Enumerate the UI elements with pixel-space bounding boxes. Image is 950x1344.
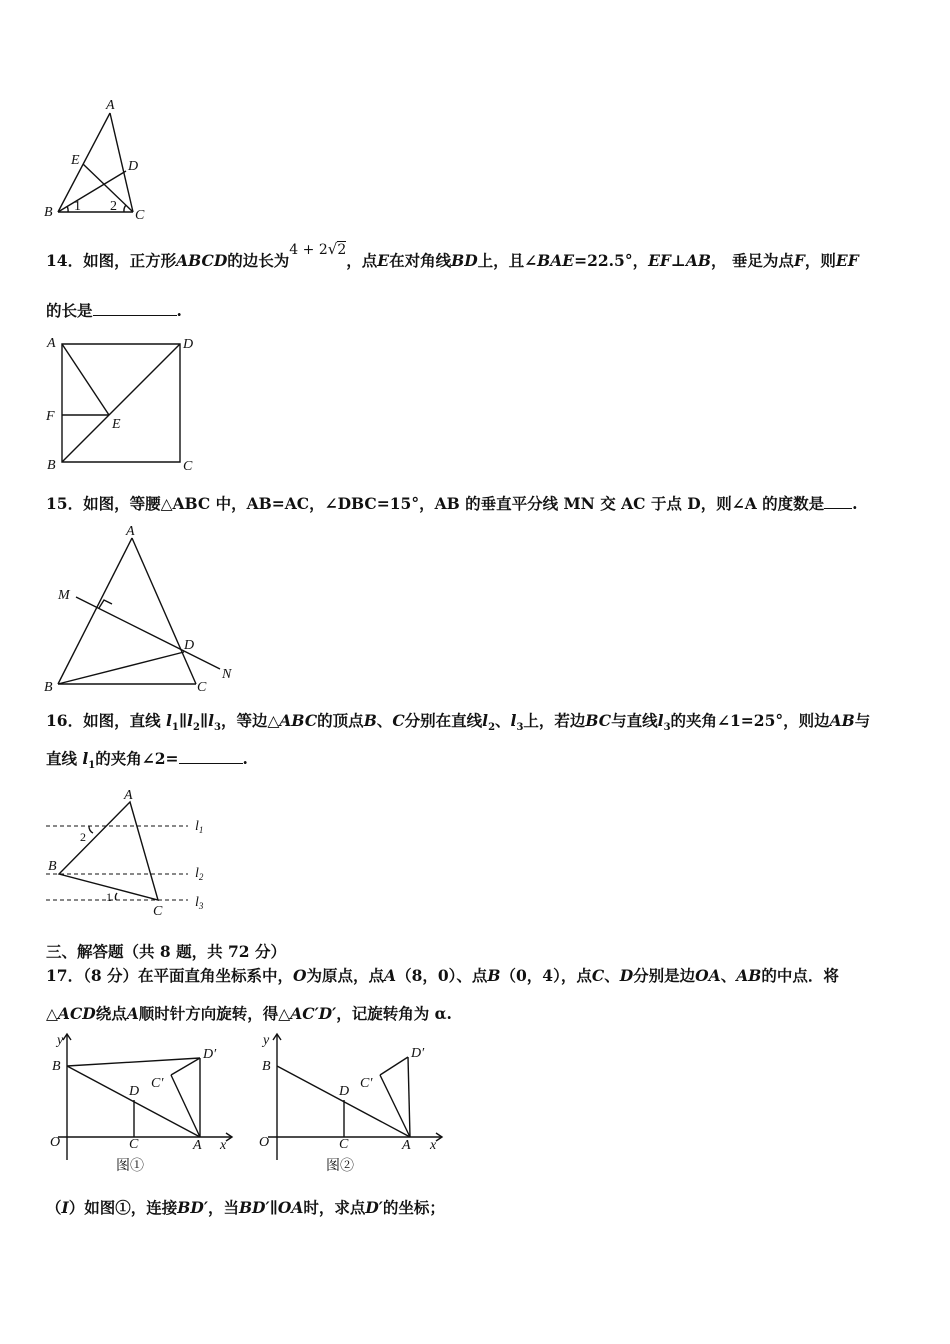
- figure-15-triangle: [40, 522, 250, 697]
- fig17b-label-d: D: [339, 1084, 350, 1099]
- fig14-label-f: F: [46, 409, 55, 424]
- fig17a-segment-bd-prime: [67, 1058, 200, 1066]
- fig16-label-l3: $l_3$: [195, 895, 204, 911]
- fig16-triangle-abc: [59, 802, 158, 900]
- fig16-label-angle-2: 2: [80, 830, 86, 844]
- fig13-label-angle-2: 2: [110, 199, 117, 214]
- fig17a-label-y: y: [57, 1033, 64, 1048]
- fig17b-label-c: C: [339, 1137, 349, 1152]
- figure-13-triangle: [40, 98, 160, 223]
- fig17a-label-d-prime: D′: [203, 1047, 217, 1062]
- fig17a-caption: 图①: [116, 1159, 144, 1174]
- fig15-bisector-mn: [76, 597, 220, 669]
- fig15-label-b: B: [44, 680, 53, 695]
- fig13-side-ab: [58, 113, 110, 212]
- question-14-line2: 的长是 .: [46, 301, 182, 320]
- fig15-side-ab: [58, 538, 132, 684]
- question-17-line1: 17．（8 分）在平面直角坐标系中，O为原点，点A（8，0）、点B（0，4），点C、D分别是边OA、AB的中点．将: [46, 966, 839, 985]
- fig17b-segment-ad-prime: [408, 1057, 410, 1137]
- fig17b-label-o: O: [259, 1135, 270, 1150]
- fig17a-segment-a-cprime: [171, 1075, 200, 1137]
- figure-17-2: [250, 1032, 450, 1177]
- fig17a-segment-cprime-dprime: [171, 1058, 200, 1075]
- fig16-angle-2-arc: [89, 826, 93, 833]
- fig13-label-angle-1: 1: [74, 199, 81, 214]
- fig13-label-e: E: [71, 153, 80, 168]
- fig16-angle-1-arc: [115, 893, 117, 900]
- fig16-label-c: C: [153, 904, 163, 919]
- fig14-segment-ae: [62, 344, 109, 415]
- fig15-label-a: A: [126, 524, 135, 539]
- question-14-line1: 14．如图，正方形ABCD的边长为4 + 2√2，点E在对角线BD上，且∠BAE=22.5°，EF⊥AB， 垂足为点F，则EF: [46, 240, 859, 270]
- fig13-angle-1-arc: [67, 206, 68, 212]
- fig17b-label-d-prime: D′: [411, 1046, 425, 1061]
- fig17a-label-b: B: [52, 1059, 61, 1074]
- fig17b-label-c-prime: C′: [360, 1076, 373, 1091]
- fig15-segment-bd: [58, 652, 184, 684]
- fig14-label-b: B: [47, 458, 56, 473]
- fig14-diagonal-bd: [62, 344, 180, 462]
- fig16-label-l2: $l_2$: [195, 866, 204, 882]
- fig15-label-d: D: [184, 638, 195, 653]
- fig17a-label-c: C: [129, 1137, 139, 1152]
- fig17b-caption: 图②: [326, 1159, 354, 1174]
- fig15-label-c: C: [197, 680, 207, 695]
- fig15-right-angle-mark: [99, 600, 112, 608]
- section-3-heading: 三、解答题（共 8 题，共 72 分）: [46, 942, 286, 961]
- fig15-label-n: N: [222, 667, 232, 682]
- fig16-label-l1: $l_1$: [195, 819, 204, 835]
- fig16-label-b: B: [48, 859, 57, 874]
- fig17a-label-o: O: [50, 1135, 61, 1150]
- fig15-label-m: M: [58, 588, 70, 603]
- fig17b-segment-cprime-dprime: [380, 1057, 408, 1075]
- fig16-label-angle-1: 1: [106, 890, 112, 904]
- fig17a-label-d: D: [129, 1084, 140, 1099]
- answer-blank-14: [93, 303, 177, 316]
- fig16-label-a: A: [124, 788, 133, 803]
- fig17b-label-y: y: [263, 1033, 270, 1048]
- fig17a-label-x: x: [220, 1138, 227, 1153]
- figure-16-parallel-lines: [40, 784, 230, 924]
- fig13-label-c: C: [135, 208, 145, 223]
- fig13-label-b: B: [44, 205, 53, 220]
- question-16-line2: 直线 $l_1$的夹角∠2= .: [46, 749, 248, 772]
- side-length-expression: 4 + 2√2: [289, 240, 347, 258]
- fig17b-segment-a-cprime: [380, 1075, 410, 1137]
- fig17b-label-x: x: [430, 1138, 437, 1153]
- fig13-label-d: D: [128, 159, 139, 174]
- fig17a-label-a: A: [193, 1138, 202, 1153]
- fig14-label-d: D: [183, 337, 194, 352]
- answer-blank-15: [824, 496, 852, 509]
- fig14-label-c: C: [183, 459, 193, 474]
- fig17a-label-c-prime: C′: [151, 1076, 164, 1091]
- question-15: 15．如图，等腰△ABC 中，AB=AC，∠DBC=15°，AB 的垂直平分线 MN 交 AC 于点 D，则∠A 的度数是 .: [46, 494, 858, 513]
- fig14-label-a: A: [47, 336, 56, 351]
- figure-14-square: [40, 332, 210, 477]
- question-16-line1: 16．如图，直线 $l_1\parallel l_2\parallel l_3$，等边△ABC的顶点B、C分别在直线$l_2$、$l_3$上，若边BC与直线$l_3$的夹角∠1=25°，则边AB与: [46, 711, 871, 734]
- question-17-line2: △ACD绕点A顺时针方向旋转，得△AC′D′，记旋转角为 α.: [46, 1004, 452, 1023]
- answer-blank-16: [179, 751, 243, 764]
- fig13-label-a: A: [106, 98, 115, 113]
- figure-17-1: [40, 1032, 240, 1177]
- fig13-angle-2-arc: [124, 205, 126, 212]
- question-17-part-1: （I）如图①，连接BD′，当BD′∥OA时，求点D′的坐标；: [46, 1198, 445, 1217]
- fig14-label-e: E: [112, 417, 121, 432]
- fig17b-label-a: A: [402, 1138, 411, 1153]
- fig17b-label-b: B: [262, 1059, 271, 1074]
